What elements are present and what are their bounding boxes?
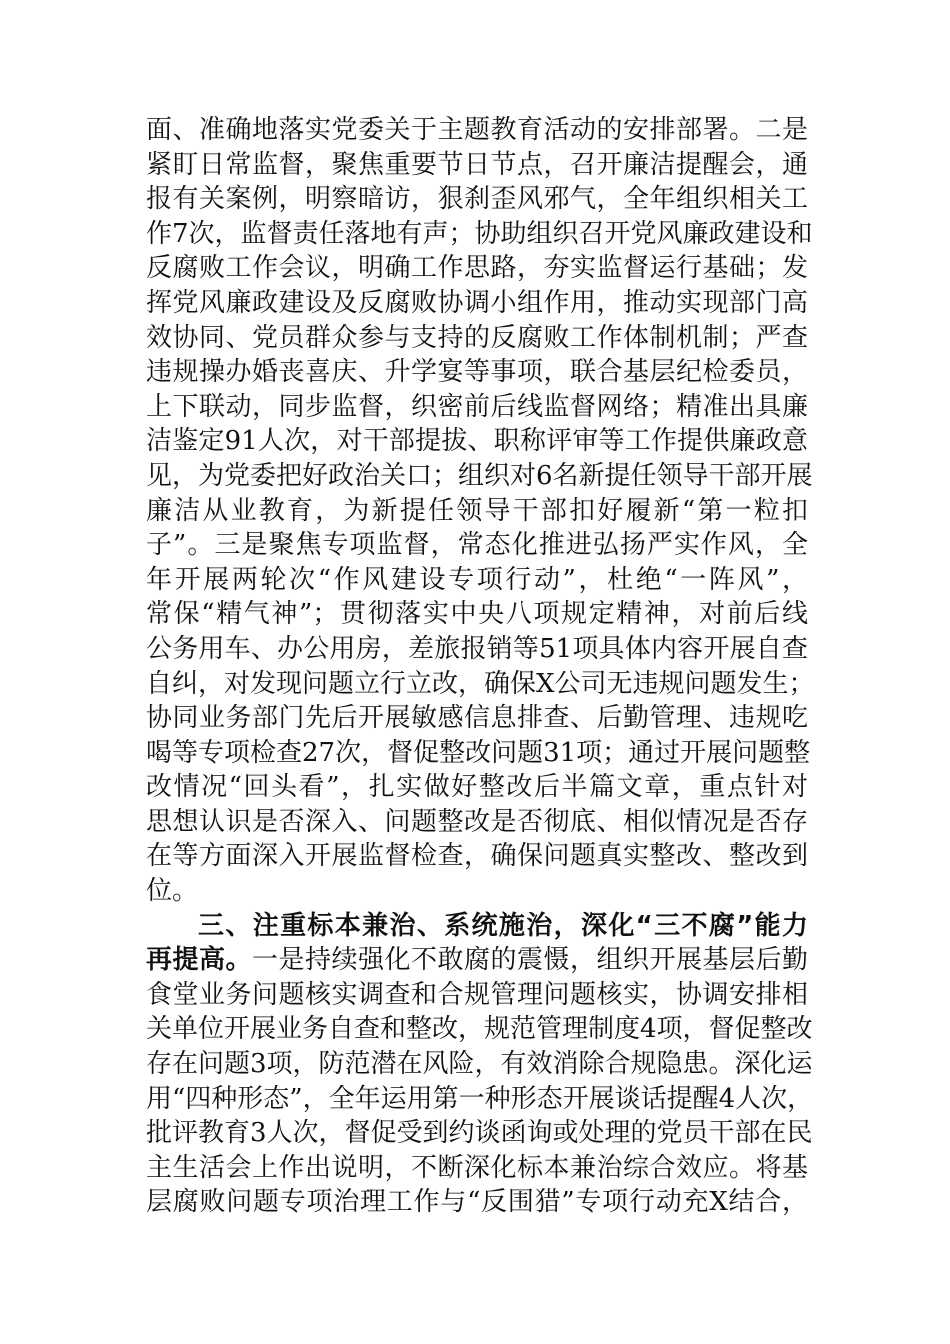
text-line: 喝等专项检查27次，督促整改问题31项；通过开展问题整 <box>146 737 811 768</box>
text-line: 见，为党委把好政治关口；组织对6名新提任领导干部开展 <box>146 460 813 491</box>
text-line: 在等方面深入开展监督检查，确保问题真实整改、整改到 <box>146 841 808 872</box>
paragraph-section-three <box>146 909 814 1220</box>
text-line: 挥党风廉政建设及反腐败协调小组作用，推动实现部门高 <box>146 287 808 318</box>
paragraph-supervision <box>146 113 815 909</box>
text-line: 效协同、党员群众参与支持的反腐败工作体制机制；严查 <box>146 322 808 353</box>
text-line: 主生活会上作出说明，不断深化标本兼治综合效应。将基 <box>146 1152 808 1183</box>
text-line: 协同业务部门先后开展敏感信息排查、后勤管理、违规吃 <box>146 703 808 734</box>
text-line: 违规操办婚丧喜庆、升学宴等事项，联合基层纪检委员， <box>146 357 808 388</box>
text-line: 自纠，对发现问题立行立改，确保X公司无违规问题发生； <box>146 668 815 699</box>
text-line: 常保“精气神”；贯彻落实中央八项规定精神，对前后线 <box>146 599 808 630</box>
text-line: 作7次，监督责任落地有声；协助组织召开党风廉政建设和 <box>146 218 813 249</box>
text-line: 位。 <box>146 876 199 907</box>
text-line <box>146 943 808 978</box>
text-line: 报有关案例，明察暗访，狠刹歪风邪气，全年组织相关工 <box>146 184 808 215</box>
text-line: 批评教育3人次，督促受到约谈函询或处理的党员干部在民 <box>146 1118 813 1149</box>
text-line: 反腐败工作会议，明确工作思路，夯实监督运行基础；发 <box>146 253 808 284</box>
text-line: 上下联动，同步监督，织密前后线监督网络；精准出具廉 <box>146 391 808 422</box>
text-line: 改情况“回头看”，扎实做好整改后半篇文章，重点针对 <box>146 772 808 803</box>
section-heading: 三、注重标本兼治、系统施治，深化“三不腐”能力 <box>198 910 808 941</box>
text-line: 存在问题3项，防范潜在风险，有效消除合规隐患。深化运 <box>146 1049 813 1080</box>
section-heading-end: 再提高。 <box>146 945 252 976</box>
text-line: 面、准确地落实党委关于主题教育活动的安排部署。二是 <box>146 115 808 145</box>
text-line: 公务用车、办公用房，差旅报销等51项具体内容开展自查 <box>146 633 808 664</box>
document-body <box>146 113 815 1220</box>
text-line: 关单位开展业务自查和整改，规范管理制度4项，督促整改 <box>146 1014 813 1045</box>
text-line: 用“四种形态”，全年运用第一种形态开展谈话提醒4人次， <box>146 1083 814 1114</box>
text-line: 子”。三是聚焦专项监督，常态化推进弘扬严实作风，全 <box>146 530 808 561</box>
text-line: 食堂业务问题核实调查和合规管理问题核实，协调安排相 <box>146 979 808 1010</box>
text-line: 思想认识是否深入、问题整改是否彻底、相似情况是否存 <box>146 806 808 837</box>
text-line: 廉洁从业教育，为新提任领导干部扣好履新“第一粒扣 <box>146 495 808 526</box>
text-line: 层腐败问题专项治理工作与“反围猎”专项行动充X结合， <box>146 1187 808 1218</box>
section-text: 一是持续强化不敢腐的震慑，组织开展基层后勤 <box>252 945 808 976</box>
text-line: 年开展两轮次“作风建设专项行动”，杜绝“一阵风”， <box>146 564 808 595</box>
text-line: 紧盯日常监督，聚焦重要节日节点，召开廉洁提醒会，通 <box>146 149 808 180</box>
text-line: 洁鉴定91人次，对干部提拔、职称评审等工作提供廉政意 <box>146 426 808 457</box>
